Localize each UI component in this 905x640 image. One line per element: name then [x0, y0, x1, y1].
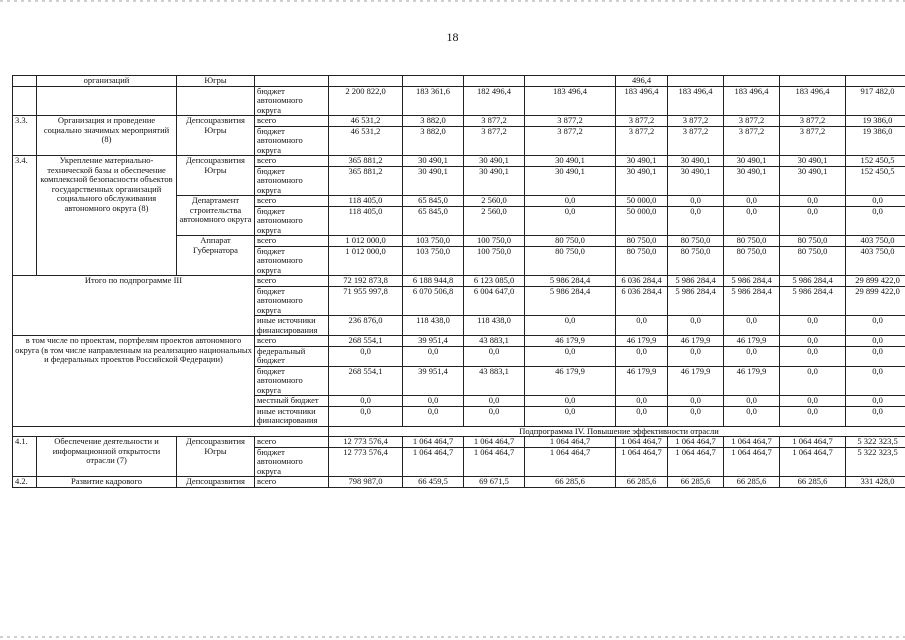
table-cell: 1 064 464,7	[403, 447, 464, 477]
table-cell: 5 986 284,4	[724, 276, 780, 287]
table-cell: 66 459,5	[403, 477, 464, 488]
table-cell: 30 490,1	[724, 156, 780, 167]
table-cell: 5 322 323,5	[846, 447, 905, 477]
table-cell: 0,0	[464, 396, 525, 407]
table-cell: 3 877,2	[616, 126, 668, 156]
table-cell: 118 438,0	[464, 316, 525, 336]
table-cell: 19 386,0	[846, 126, 905, 156]
table-cell: 0,0	[780, 396, 846, 407]
table-cell: 365 881,2	[329, 166, 403, 196]
table-cell: 66 285,6	[616, 477, 668, 488]
table-cell: 0,0	[780, 346, 846, 366]
table-cell: 30 490,1	[668, 156, 724, 167]
table-cell	[724, 76, 780, 87]
table-cell: 1 012 000,0	[329, 246, 403, 276]
table-cell: 268 554,1	[329, 336, 403, 347]
table-cell: иные источники финансирования	[255, 406, 329, 426]
table-cell: 12 773 576,4	[329, 447, 403, 477]
table-cell: 3.4.	[13, 156, 37, 276]
table-cell: 0,0	[668, 206, 724, 236]
table-cell: 80 750,0	[616, 246, 668, 276]
table-cell: 0,0	[780, 406, 846, 426]
table-cell: 0,0	[464, 406, 525, 426]
table-cell: 6 070 506,8	[403, 286, 464, 316]
table-cell: Югры	[177, 76, 255, 87]
table-cell: 0,0	[780, 206, 846, 236]
table-cell: 0,0	[616, 396, 668, 407]
table-cell: 66 285,6	[724, 477, 780, 488]
table-cell: 3 877,2	[668, 116, 724, 127]
table-cell: 80 750,0	[668, 246, 724, 276]
table-cell	[177, 86, 255, 116]
table-cell: 6 036 284,4	[616, 276, 668, 287]
table-cell: 0,0	[846, 316, 905, 336]
table-cell: 3 877,2	[724, 126, 780, 156]
table-cell: Депсоцразвития Югры	[177, 437, 255, 477]
table-cell: всего	[255, 336, 329, 347]
table-cell: Депсоцразвития	[177, 477, 255, 488]
table-cell: всего	[255, 236, 329, 247]
table-cell: 1 064 464,7	[616, 437, 668, 448]
table-cell	[846, 76, 905, 87]
table-row	[13, 437, 905, 448]
table-cell	[525, 76, 616, 87]
table-cell: Итого по подпрограмме III	[13, 276, 255, 336]
table-cell: 0,0	[780, 366, 846, 396]
scan-edge-top	[0, 0, 905, 2]
table-cell: 103 750,0	[403, 246, 464, 276]
table-cell: 30 490,1	[616, 156, 668, 167]
table-cell: 0,0	[780, 336, 846, 347]
table-cell: 100 750,0	[464, 246, 525, 276]
table-cell: 3 877,2	[525, 126, 616, 156]
table-row	[13, 426, 905, 437]
table-cell: 0,0	[329, 396, 403, 407]
table-cell: 1 064 464,7	[464, 447, 525, 477]
table-cell: 0,0	[846, 206, 905, 236]
table-cell: 0,0	[846, 396, 905, 407]
table-body	[13, 76, 905, 488]
table-cell: федеральный бюджет	[255, 346, 329, 366]
table-cell	[329, 76, 403, 87]
table-cell: 46 531,2	[329, 126, 403, 156]
table-cell: 6 004 647,0	[464, 286, 525, 316]
table-cell: 0,0	[846, 346, 905, 366]
scan-edge-bottom	[0, 636, 905, 638]
table-cell: 365 881,2	[329, 156, 403, 167]
table-cell: 30 490,1	[525, 156, 616, 167]
table-cell: 0,0	[329, 346, 403, 366]
table-cell: бюджет автономного округа	[255, 126, 329, 156]
table-cell: 30 490,1	[403, 156, 464, 167]
table-cell: 331 428,0	[846, 477, 905, 488]
table-cell: бюджет автономного округа	[255, 366, 329, 396]
table-cell	[464, 76, 525, 87]
table-cell: 65 845,0	[403, 206, 464, 236]
table-cell: 5 322 323,5	[846, 437, 905, 448]
table-cell: 0,0	[616, 406, 668, 426]
table-cell: 236 876,0	[329, 316, 403, 336]
page-number: 18	[446, 30, 459, 44]
table-cell: 118 405,0	[329, 196, 403, 207]
table-cell: 46 179,9	[668, 366, 724, 396]
table-cell: 0,0	[525, 316, 616, 336]
table-cell: 43 883,1	[464, 366, 525, 396]
table-cell: 50 000,0	[616, 206, 668, 236]
table-cell	[668, 76, 724, 87]
table-cell: 0,0	[724, 406, 780, 426]
table-cell: бюджет автономного округа	[255, 206, 329, 236]
table-cell: 183 496,4	[668, 86, 724, 116]
table-cell: 183 496,4	[724, 86, 780, 116]
table-cell: 46 179,9	[668, 336, 724, 347]
table-cell: 403 750,0	[846, 236, 905, 247]
table-cell: всего	[255, 156, 329, 167]
table-cell: 0,0	[616, 346, 668, 366]
table-cell: 30 490,1	[724, 166, 780, 196]
table-cell: Депсоцразвития Югры	[177, 116, 255, 156]
table-row	[13, 76, 905, 87]
table-cell: 46 531,2	[329, 116, 403, 127]
table-cell: 3 877,2	[780, 116, 846, 127]
table-cell: бюджет автономного округа	[255, 86, 329, 116]
table-cell: 66 285,6	[525, 477, 616, 488]
table-cell: иные источники финансирования	[255, 316, 329, 336]
table-cell: 183 496,4	[780, 86, 846, 116]
table-cell: бюджет автономного округа	[255, 166, 329, 196]
table-cell: 1 064 464,7	[668, 447, 724, 477]
table-cell: 3 877,2	[464, 116, 525, 127]
table-cell: бюджет автономного округа	[255, 286, 329, 316]
table-cell: 1 064 464,7	[525, 447, 616, 477]
table-cell: Аппарат Губернатора	[177, 236, 255, 276]
table-cell: 0,0	[525, 396, 616, 407]
table-cell: 30 490,1	[464, 166, 525, 196]
table-cell: 0,0	[668, 346, 724, 366]
table-cell: 46 179,9	[724, 366, 780, 396]
table-cell	[403, 76, 464, 87]
table-cell: организаций	[37, 76, 177, 87]
table-cell: 5 986 284,4	[525, 276, 616, 287]
table-cell: 1 064 464,7	[780, 437, 846, 448]
budget-table	[12, 75, 905, 488]
table-cell: 0,0	[668, 406, 724, 426]
table-cell: 100 750,0	[464, 236, 525, 247]
table-cell: 0,0	[780, 196, 846, 207]
table-cell: 6 188 944,8	[403, 276, 464, 287]
table-cell: 5 986 284,4	[525, 286, 616, 316]
table-cell: всего	[255, 116, 329, 127]
table-cell: 29 899 422,0	[846, 286, 905, 316]
table-cell	[255, 76, 329, 87]
table-cell: Укрепление материально-технической базы и обеспечение комплексной безопасности объектов государственных организаций социального обслуживания автономного округа (8)	[37, 156, 177, 276]
table-cell	[13, 426, 329, 437]
table-cell: 0,0	[464, 346, 525, 366]
table-cell: бюджет автономного округа	[255, 246, 329, 276]
table-cell: 0,0	[724, 396, 780, 407]
table-cell: 69 671,5	[464, 477, 525, 488]
table-cell: 4.2.	[13, 477, 37, 488]
table-cell: 0,0	[403, 346, 464, 366]
table-cell: 30 490,1	[668, 166, 724, 196]
table-cell: 30 490,1	[616, 166, 668, 196]
table-cell: 1 064 464,7	[525, 437, 616, 448]
table-cell: 3 882,0	[403, 116, 464, 127]
table-cell: всего	[255, 196, 329, 207]
table-cell: 0,0	[525, 196, 616, 207]
table-cell: 0,0	[724, 206, 780, 236]
table-cell: 3.3.	[13, 116, 37, 156]
table-cell: 39 951,4	[403, 336, 464, 347]
table-cell: 917 482,0	[846, 86, 905, 116]
table-cell: 0,0	[668, 316, 724, 336]
table-cell: 5 986 284,4	[668, 276, 724, 287]
table-cell: 43 883,1	[464, 336, 525, 347]
table-cell: 46 179,9	[616, 336, 668, 347]
table-cell: 1 064 464,7	[464, 437, 525, 448]
table-cell: 65 845,0	[403, 196, 464, 207]
table-cell: 46 179,9	[525, 366, 616, 396]
table-cell: 0,0	[724, 196, 780, 207]
table-cell: всего	[255, 477, 329, 488]
table-cell: 4.1.	[13, 437, 37, 477]
table-row	[13, 156, 905, 167]
table-cell: 1 064 464,7	[403, 437, 464, 448]
table-cell: 2 560,0	[464, 206, 525, 236]
table-cell: 80 750,0	[525, 236, 616, 247]
table-cell: 30 490,1	[464, 156, 525, 167]
table-cell: 2 560,0	[464, 196, 525, 207]
table-cell: 3 877,2	[464, 126, 525, 156]
table-cell: 66 285,6	[668, 477, 724, 488]
table-cell: 80 750,0	[525, 246, 616, 276]
table-cell: 30 490,1	[403, 166, 464, 196]
table-row	[13, 336, 905, 347]
table-cell: Развитие кадрового	[37, 477, 177, 488]
table-cell: 3 882,0	[403, 126, 464, 156]
table-cell	[13, 76, 37, 87]
table-cell: 0,0	[525, 406, 616, 426]
table-cell: 1 064 464,7	[668, 437, 724, 448]
table-cell: 3 877,2	[616, 116, 668, 127]
table-cell: 118 405,0	[329, 206, 403, 236]
table-cell: 403 750,0	[846, 246, 905, 276]
table-cell: 0,0	[525, 346, 616, 366]
table-cell: 30 490,1	[780, 156, 846, 167]
table-cell: 0,0	[724, 346, 780, 366]
table-row	[13, 276, 905, 287]
table-cell: 80 750,0	[780, 246, 846, 276]
table-cell	[37, 86, 177, 116]
table-cell: 3 877,2	[668, 126, 724, 156]
table-cell: 66 285,6	[780, 477, 846, 488]
table-cell: 496,4	[616, 76, 668, 87]
table-cell: 3 877,2	[780, 126, 846, 156]
table-cell: 798 987,0	[329, 477, 403, 488]
table-cell: 0,0	[616, 316, 668, 336]
table-cell: 183 361,6	[403, 86, 464, 116]
table-cell: 46 179,9	[616, 366, 668, 396]
table-cell: 0,0	[403, 396, 464, 407]
table-cell	[13, 86, 37, 116]
table-cell: 182 496,4	[464, 86, 525, 116]
table-cell: 46 179,9	[724, 336, 780, 347]
table-cell	[780, 76, 846, 87]
table-cell: всего	[255, 437, 329, 448]
table-cell: 80 750,0	[780, 236, 846, 247]
table-cell: 268 554,1	[329, 366, 403, 396]
table-cell: 0,0	[846, 196, 905, 207]
table-cell: 0,0	[780, 316, 846, 336]
table-cell: 6 036 284,4	[616, 286, 668, 316]
table-cell: 5 986 284,4	[668, 286, 724, 316]
table-cell: Подпрограмма IV. Повышение эффективности отрасли	[329, 426, 905, 437]
table-cell: 183 496,4	[616, 86, 668, 116]
table-cell: 39 951,4	[403, 366, 464, 396]
table-cell: 1 064 464,7	[724, 447, 780, 477]
table-cell: 152 450,5	[846, 156, 905, 167]
table-cell: 0,0	[846, 366, 905, 396]
table-cell: 118 438,0	[403, 316, 464, 336]
table-cell: 12 773 576,4	[329, 437, 403, 448]
table-cell: 80 750,0	[724, 236, 780, 247]
table-cell: 6 123 085,0	[464, 276, 525, 287]
table-cell: 71 955 997,8	[329, 286, 403, 316]
table-cell: Депсоцразвития Югры	[177, 156, 255, 196]
table-cell: бюджет автономного округа	[255, 447, 329, 477]
table-cell: 50 000,0	[616, 196, 668, 207]
table-cell: местный бюджет	[255, 396, 329, 407]
table-row	[13, 477, 905, 488]
table-cell: 1 064 464,7	[780, 447, 846, 477]
table-cell: 3 877,2	[724, 116, 780, 127]
table-cell: 0,0	[403, 406, 464, 426]
table-cell: 0,0	[846, 336, 905, 347]
table-cell: Обеспечение деятельности и информационной открытости отрасли (7)	[37, 437, 177, 477]
table-cell: 1 012 000,0	[329, 236, 403, 247]
table-cell: Департамент строительства автономного округа	[177, 196, 255, 236]
table-cell: 1 064 464,7	[724, 437, 780, 448]
table-cell: 183 496,4	[525, 86, 616, 116]
table-cell: 5 986 284,4	[780, 276, 846, 287]
table-cell: 0,0	[525, 206, 616, 236]
table-cell: 0,0	[846, 406, 905, 426]
table-cell: 5 986 284,4	[780, 286, 846, 316]
table-cell: 0,0	[668, 396, 724, 407]
table-cell: 152 450,5	[846, 166, 905, 196]
table-cell: 30 490,1	[525, 166, 616, 196]
table-cell: 19 386,0	[846, 116, 905, 127]
table-cell: 0,0	[724, 316, 780, 336]
table-cell: 103 750,0	[403, 236, 464, 247]
table-row	[13, 116, 905, 127]
table-cell: 80 750,0	[668, 236, 724, 247]
table-cell: 0,0	[668, 196, 724, 207]
table-cell: 3 877,2	[525, 116, 616, 127]
table-cell: 80 750,0	[724, 246, 780, 276]
table-cell: всего	[255, 276, 329, 287]
table-cell: 80 750,0	[616, 236, 668, 247]
table-cell: Организация и проведение социально значимых мероприятий (8)	[37, 116, 177, 156]
table-cell: в том числе по проектам, портфелям проектов автономного округа (в том числе направленным на реализацию национальных и федеральных проектов Российской Федерации)	[13, 336, 255, 427]
table-cell: 1 064 464,7	[616, 447, 668, 477]
table-cell: 5 986 284,4	[724, 286, 780, 316]
table-cell: 29 899 422,0	[846, 276, 905, 287]
table-cell: 0,0	[329, 406, 403, 426]
table-cell: 46 179,9	[525, 336, 616, 347]
table-cell: 2 200 822,0	[329, 86, 403, 116]
table-cell: 72 192 873,8	[329, 276, 403, 287]
table-row	[13, 86, 905, 116]
table-cell: 30 490,1	[780, 166, 846, 196]
